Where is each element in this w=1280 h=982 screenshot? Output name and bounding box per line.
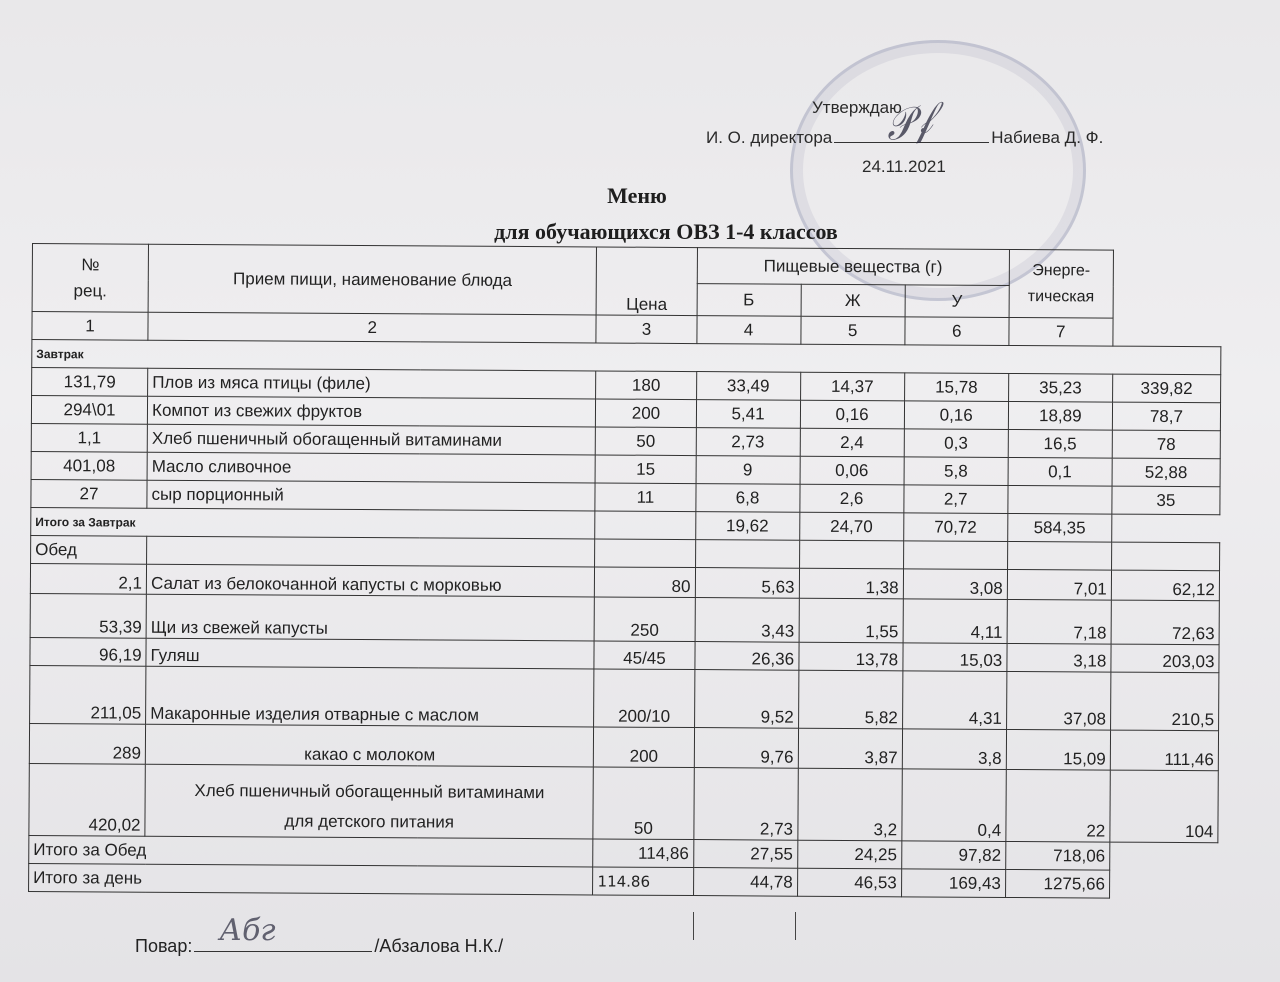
price: 2,73: [696, 428, 800, 457]
yield: 200/10: [594, 669, 694, 728]
dish-name: Макаронные изделия отварные с маслом: [146, 666, 595, 727]
cook-signature-blank: [194, 913, 372, 952]
header-fats: Ж: [801, 284, 905, 317]
recipe-number: 96,19: [30, 637, 146, 666]
recipe-number: 1,1: [31, 423, 147, 452]
fats: 4,11: [903, 599, 1007, 644]
proteins: 13,78: [799, 642, 903, 671]
dish-name-line: для детского питания: [284, 811, 455, 832]
energy: 78,7: [1112, 402, 1220, 431]
dish-name-line: Хлеб пшеничный обогащенный витаминами: [194, 781, 545, 803]
dish-name: Плов из мяса птицы (филе): [148, 368, 597, 399]
recipe-number: 420,02: [29, 763, 146, 836]
lunch-total-energy: 718,06: [1005, 841, 1109, 870]
dish-name: Компот из свежих фруктов: [147, 396, 596, 427]
price: 2,73: [693, 768, 798, 841]
energy: 72,63: [1111, 600, 1219, 645]
carbs: 7,01: [1007, 569, 1111, 600]
breakfast-label: Завтрак: [32, 340, 1221, 375]
cook-signature: Абг: [219, 913, 276, 948]
lunch-label: Обед: [31, 535, 147, 564]
recipe-number: 294\01: [31, 396, 147, 425]
energy: 62,12: [1111, 570, 1219, 601]
day-total-row: [29, 863, 1218, 898]
dish-name: какао с молоком: [145, 724, 594, 767]
approval-name: Набиева Д. Ф.: [991, 128, 1104, 147]
carbs: [1008, 485, 1112, 514]
page-subtitle: для обучающихся ОВЗ 1-4 классов: [494, 219, 838, 244]
col-number: 7: [1009, 317, 1113, 346]
recipe-number: 289: [29, 723, 145, 764]
header-proteins: Б: [697, 284, 801, 317]
empty-cell: [695, 540, 799, 569]
recipe-number: 401,08: [31, 451, 147, 480]
approval-word: Утверждаю: [812, 98, 902, 117]
proteins: 2,4: [800, 428, 904, 457]
table-row: [30, 593, 1219, 644]
yield: 11: [595, 483, 695, 512]
col-number: 2: [148, 312, 597, 343]
director-signature: 𝒫𝒻: [880, 95, 936, 151]
breakfast-total-u: 70,72: [903, 513, 1007, 542]
dish-name: Гуляш: [146, 638, 595, 669]
breakfast-total-price: [595, 511, 695, 540]
yield: 15: [595, 455, 695, 484]
yield: 50: [593, 767, 694, 840]
dish-name: Щи из свежей капусты: [146, 594, 595, 641]
empty-cell: [147, 536, 596, 567]
lunch-total-label: Итого за Обед: [29, 835, 594, 866]
col-number: 5: [801, 316, 905, 345]
price: 3,43: [695, 598, 799, 643]
header-energy: Энерге- тическая: [1009, 249, 1113, 318]
header-carbs: У: [905, 285, 1009, 318]
empty-cell: [1007, 541, 1111, 570]
breakfast-total-zh: 24,70: [799, 512, 903, 541]
proteins: 3,87: [798, 728, 902, 769]
fats: 3,8: [902, 729, 1006, 770]
price: 33,49: [696, 372, 800, 401]
carbs: 0,1: [1008, 457, 1112, 486]
carbs: 3,18: [1007, 643, 1111, 672]
empty-cell: [903, 541, 1007, 570]
empty-cell: [1111, 542, 1219, 571]
proteins: 1,55: [799, 598, 903, 643]
fats: 15,03: [903, 643, 1007, 672]
recipe-number: 211,05: [30, 665, 146, 724]
approval-position: И. О. директора: [706, 128, 833, 147]
breakfast-total-label: Итого за Завтрак: [31, 507, 596, 538]
page-title: Меню: [607, 183, 667, 208]
lunch-total-zh: 24,25: [797, 840, 901, 869]
carbs: 18,89: [1008, 401, 1112, 430]
fats: 2,7: [904, 485, 1008, 514]
table-stub-line: [693, 912, 694, 940]
day-total-u: 169,43: [901, 869, 1005, 898]
breakfast-total-energy: 584,35: [1007, 513, 1111, 542]
header-dish: Прием пищи, наименование блюда: [148, 244, 597, 315]
proteins: 3,2: [797, 768, 902, 841]
header-row-1: [32, 244, 1221, 287]
proteins: 14,37: [800, 372, 904, 401]
energy: 111,46: [1110, 730, 1218, 771]
header-nutrients: Пищевые вещества (г): [697, 248, 1009, 286]
lunch-total-price: 114,86: [593, 839, 693, 868]
carbs: 16,5: [1008, 429, 1112, 458]
header-price: Цена: [597, 247, 697, 316]
price: 9,76: [694, 728, 798, 769]
yield: 200: [594, 727, 694, 768]
yield: 50: [596, 427, 696, 456]
proteins: 1,38: [799, 568, 903, 599]
energy: 203,03: [1111, 644, 1219, 673]
yield: 80: [595, 567, 695, 598]
carbs: 35,23: [1008, 373, 1112, 402]
day-total-zh: 46,53: [797, 868, 901, 897]
menu-table: [28, 243, 1222, 899]
proteins: 0,06: [800, 456, 904, 485]
lunch-total-u: 97,82: [901, 841, 1005, 870]
cook-label: Повар:: [135, 936, 193, 956]
carbs: 37,08: [1006, 671, 1110, 730]
yield: 200: [596, 399, 696, 428]
energy: 52,88: [1112, 458, 1220, 487]
day-total-price: 114.86: [593, 867, 693, 896]
energy: 35: [1112, 486, 1220, 515]
carbs: 15,09: [1006, 729, 1110, 770]
fats: 0,16: [904, 401, 1008, 430]
col-number: 3: [596, 315, 696, 344]
day-total-b: 44,78: [693, 868, 797, 897]
breakfast-total-b: 19,62: [695, 512, 799, 541]
table-row: [30, 665, 1219, 730]
dish-name: [145, 764, 594, 839]
col-number: 1: [32, 312, 148, 341]
lunch-total-b: 27,55: [693, 840, 797, 869]
price: 6,8: [695, 484, 799, 513]
empty-cell: [799, 540, 903, 569]
price: 5,63: [695, 568, 799, 599]
recipe-number: 2,1: [30, 563, 146, 594]
header-recipe-number: № рец.: [32, 244, 149, 313]
col-number: 6: [905, 317, 1009, 346]
table-row: [29, 763, 1218, 842]
energy: 104: [1110, 770, 1219, 843]
dish-name: Масло сливочное: [147, 452, 596, 483]
price: 9: [696, 456, 800, 485]
cook-signature-line: [135, 913, 504, 957]
fats: 4,31: [902, 671, 1006, 730]
energy: 78: [1112, 430, 1220, 459]
cook-name: /Абзалова Н.К./: [374, 936, 504, 956]
fats: 0,3: [904, 429, 1008, 458]
energy: 210,5: [1110, 672, 1218, 731]
recipe-number: 131,79: [32, 368, 148, 397]
empty-cell: [595, 539, 695, 568]
dish-name: сыр порционный: [147, 480, 596, 511]
carbs: 22: [1006, 769, 1111, 842]
price: 5,41: [696, 400, 800, 429]
day-total-energy: 1275,66: [1005, 869, 1109, 898]
dish-name: Хлеб пшеничный обогащенный витаминами: [147, 424, 596, 455]
carbs: 7,18: [1007, 599, 1111, 644]
recipe-number: 27: [31, 479, 147, 508]
yield: 250: [595, 597, 695, 642]
proteins: 5,82: [798, 670, 902, 729]
dish-name: Салат из белокочанной капусты с морковью: [146, 564, 595, 597]
yield: 180: [596, 371, 696, 400]
fats: 15,78: [904, 373, 1008, 402]
table-stub-line: [795, 912, 796, 940]
col-number: 4: [696, 316, 800, 345]
approval-date: 24.11.2021: [862, 157, 946, 176]
recipe-number: 53,39: [30, 593, 146, 638]
energy: 339,82: [1112, 374, 1220, 403]
fats: 5,8: [904, 457, 1008, 486]
price: 9,52: [694, 670, 798, 729]
yield: 45/45: [594, 641, 694, 670]
fats: 3,08: [903, 569, 1007, 600]
proteins: 2,6: [799, 484, 903, 513]
proteins: 0,16: [800, 400, 904, 429]
day-total-label: Итого за день: [29, 863, 594, 894]
price: 26,36: [694, 642, 798, 671]
fats: 0,4: [902, 769, 1007, 842]
